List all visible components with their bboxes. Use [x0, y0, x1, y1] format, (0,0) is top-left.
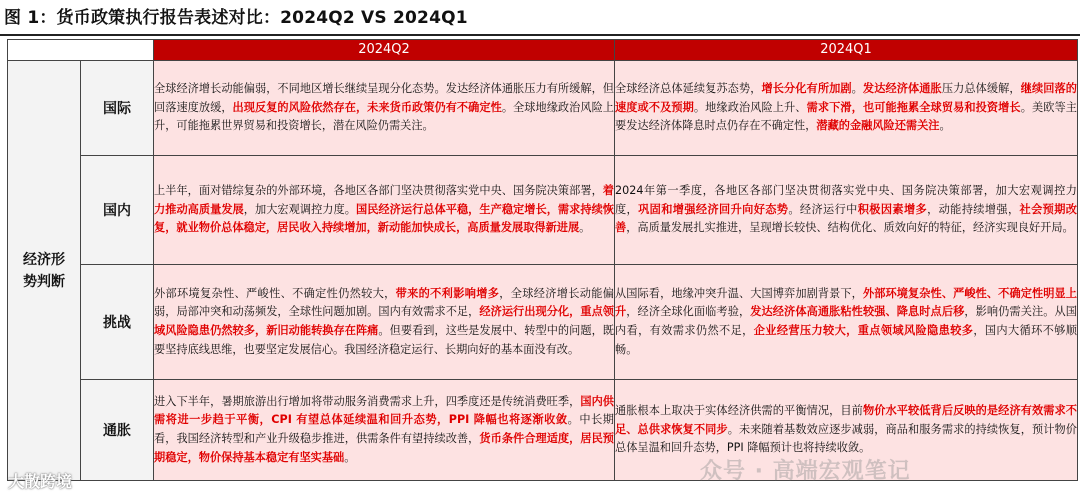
- highlighted-text: 国内供需将进一步趋于平衡，CPI 有望总体延续温和回升态势，PPI 降幅也将逐渐收敛: [154, 394, 614, 427]
- highlighted-text: 着力推动高质量发展: [154, 184, 614, 216]
- highlighted-text: 发达经济体通胀: [862, 82, 942, 96]
- highlighted-text: 潜藏的金融风险还需关注: [816, 119, 940, 133]
- text-segment: 。经济运行中: [788, 202, 858, 216]
- category-cell-3: 通胀: [81, 380, 154, 481]
- highlighted-text: 巩固和增强经济回升向好态势: [638, 202, 789, 216]
- highlighted-text: 增长分化有所加剧: [761, 82, 852, 96]
- text-segment: 。: [579, 221, 591, 235]
- highlighted-text: 出现反复的风险依然存在，未来货币政策仍有不确定性: [232, 100, 502, 114]
- text-segment: ，加大宏观调控力度。: [243, 202, 356, 216]
- highlighted-text: 需求下滑，也可能拖累全球贸易和投资增长: [806, 100, 1021, 114]
- highlighted-text: 物价水平较低背后反映的是经济有效需求不足、总供求恢复不同步: [615, 404, 1077, 436]
- q2-text-3: [154, 380, 615, 481]
- q1-text-0: [615, 61, 1078, 156]
- q2-text-0: [154, 61, 615, 156]
- column-header-q1: 2024Q1: [615, 40, 1078, 61]
- text-segment: ，经济全球化面临考验，: [626, 305, 751, 319]
- table-row: [8, 380, 1078, 481]
- comparison-table: [7, 39, 1078, 481]
- text-segment: 。美欧等主要发达经济体降息时点仍存在不确定性，: [615, 100, 1077, 133]
- text-segment: ，影响仍需关注。从国内看，有效需求仍然不足，: [615, 305, 1077, 337]
- highlighted-text: 带来的不利影响增多: [395, 286, 500, 300]
- highlighted-text: 国民经济运行总体平稳，生产稳定增长，需求持续恢复，就业物价总体稳定，居民收入持续增加，新动能加快成长，高质量发展取得新进展: [154, 202, 614, 235]
- highlighted-text: 社会预期改善: [615, 202, 1077, 235]
- text-segment: 全球经济增长动能偏弱，不同地区增长继续呈现分化态势。发达经济体通胀压力有所缓解，但回落速度放缓，: [154, 82, 614, 114]
- table-row: [8, 265, 1078, 380]
- q2-text-1: [154, 156, 615, 265]
- table-row: [8, 61, 1078, 156]
- text-segment: 从国际看，地缘冲突升温、大国博弈加剧背景下，: [615, 286, 863, 300]
- highlighted-text: 积极因素增多: [857, 202, 928, 216]
- highlighted-text: 发达经济体高通胀粘性较强、降息时点后移: [750, 305, 965, 319]
- text-segment: 。中长期看，我国经济转型和产业升级稳步推进，供需条件有望持续改善，: [154, 413, 614, 445]
- text-segment: 压力总体缓解，: [941, 82, 1021, 96]
- category-cell-1: 国内: [81, 156, 154, 265]
- text-segment: 外部环境复杂性、严峻性、不确定性仍然较大，: [154, 286, 396, 300]
- highlighted-text: 外部环境复杂性、严峻性、不确定性明显上升: [615, 286, 1077, 319]
- header-row: [8, 40, 1078, 61]
- text-segment: 。地缘政治风险上升、: [693, 100, 807, 114]
- table-row: [8, 156, 1078, 265]
- highlighted-text: 货币条件合理适度，居民预期稳定，物价保持基本稳定有坚实基础: [154, 432, 614, 464]
- highlighted-text: 经济运行出现分化，重点领域风险隐患仍然较多，新旧动能转换存在阵痛: [154, 305, 614, 337]
- text-segment: 上半年，面对错综复杂的外部环境，各地区各部门坚决贯彻落实党中央、国务院决策部署，: [154, 184, 603, 198]
- category-cell-2: 挑战: [81, 265, 154, 380]
- highlighted-text: 继续回落的速度或不及预期: [615, 82, 1077, 114]
- group-label-cell: [8, 61, 81, 481]
- highlighted-text: 企业经营压力较大，重点领域风险隐患较多: [753, 324, 974, 337]
- text-segment: 全球经济总体延续复苏态势，: [615, 82, 762, 96]
- text-segment: 。全球地缘政治风险上升，可能拖累世界贸易和投资增长，潜在风险仍需关注。: [154, 100, 614, 133]
- q2-text-2: [154, 265, 615, 380]
- text-segment: 2024年第一季度，各地区各部门坚决贯彻落实党中央、国务院决策部署，加大宏观调控力度，: [615, 184, 1077, 216]
- text-segment: 。但要看到，这些是发展中、转型中的问题，既要坚持底线思维，也要坚定发展信心。我国经济稳定运行、长期向好的基本面没有改。: [154, 324, 614, 356]
- figure-title: 图 1：货币政策执行报告表述对比：2024Q2 VS 2024Q1: [4, 8, 468, 28]
- text-segment: 通胀根本上取决于实体经济供需的平衡情况，目前: [615, 404, 863, 418]
- text-segment: 进入下半年，暑期旅游出行增加将带动服务消费需求上升，四季度还是传统消费旺季，: [154, 394, 581, 408]
- group-label: 经济形势判断: [23, 251, 65, 290]
- q1-text-2: [615, 265, 1078, 380]
- text-segment: 。未来随着基数效应逐步减弱，商品和服务需求的持续恢复，预计物价总体呈温和回升态势，PPI 降幅预计也将持续收敛。: [615, 422, 1077, 455]
- q1-text-1: [615, 156, 1078, 265]
- text-segment: ，国内大循环不够顺畅。: [615, 324, 1077, 356]
- title-divider: [0, 34, 1080, 36]
- text-segment: ，高质量发展扎实推进，呈现增长较快、结构优化、质效向好的特征，经济实现良好开局。: [626, 221, 1074, 235]
- column-header-q2: 2024Q2: [154, 40, 615, 61]
- text-segment: ，全球经济增长动能偏弱，局部冲突和动荡频发，全球性问题加剧。国内有效需求不足，: [154, 286, 614, 319]
- header-blank-cell: [8, 40, 154, 61]
- text-segment: ，动能持续增强，: [927, 202, 1020, 216]
- category-cell-0: 国际: [81, 61, 154, 156]
- watermark-left: 大散跨境: [8, 472, 73, 491]
- watermark-right: 众号 · 高端宏观笔记: [700, 459, 911, 484]
- text-segment: 。: [939, 119, 951, 133]
- text-segment: 。: [851, 82, 863, 96]
- text-segment: 。: [344, 450, 356, 464]
